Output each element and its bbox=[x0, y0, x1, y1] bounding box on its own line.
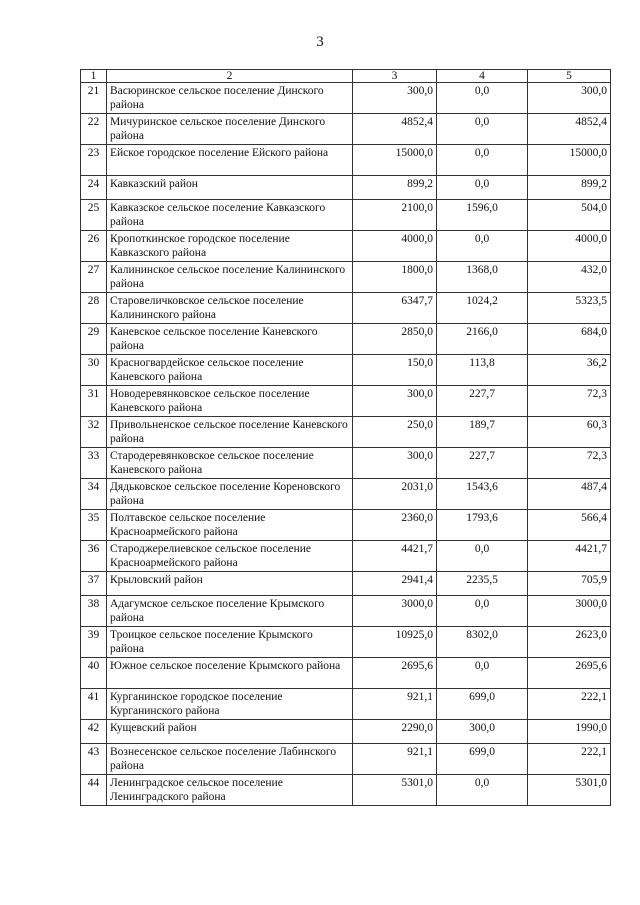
amount-col4-cell: 1024,2 bbox=[437, 293, 528, 324]
column-header-1: 1 bbox=[81, 70, 107, 83]
table-row bbox=[81, 658, 611, 689]
row-number-cell: 40 bbox=[81, 658, 107, 689]
amount-col5-cell: 2695,6 bbox=[528, 658, 611, 689]
amount-col4-cell: 2166,0 bbox=[437, 324, 528, 355]
amount-col3-cell: 1800,0 bbox=[353, 262, 437, 293]
table-row bbox=[81, 114, 611, 145]
row-number-cell: 24 bbox=[81, 176, 107, 200]
amount-col4-cell: 8302,0 bbox=[437, 627, 528, 658]
amount-col4-cell: 1793,6 bbox=[437, 510, 528, 541]
municipality-name-cell: Кавказский район bbox=[107, 176, 353, 200]
municipality-name-cell: Кавказское сельское поселение Кавказского района bbox=[107, 200, 353, 231]
table-row bbox=[81, 83, 611, 114]
table-row bbox=[81, 386, 611, 417]
municipality-name-cell: Кропоткинское городское поселение Кавказского района bbox=[107, 231, 353, 262]
amount-col3-cell: 2941,4 bbox=[353, 572, 437, 596]
amount-col5-cell: 432,0 bbox=[528, 262, 611, 293]
amount-col3-cell: 2695,6 bbox=[353, 658, 437, 689]
row-number-cell: 44 bbox=[81, 775, 107, 806]
amount-col4-cell: 113,8 bbox=[437, 355, 528, 386]
amount-col3-cell: 250,0 bbox=[353, 417, 437, 448]
amount-col5-cell: 487,4 bbox=[528, 479, 611, 510]
table-row bbox=[81, 541, 611, 572]
table-row bbox=[81, 200, 611, 231]
amount-col5-cell: 566,4 bbox=[528, 510, 611, 541]
row-number-cell: 39 bbox=[81, 627, 107, 658]
amount-col3-cell: 4000,0 bbox=[353, 231, 437, 262]
amount-col5-cell: 684,0 bbox=[528, 324, 611, 355]
table-row bbox=[81, 448, 611, 479]
column-header-4: 4 bbox=[437, 70, 528, 83]
page-number: 3 bbox=[316, 34, 324, 50]
amount-col3-cell: 15000,0 bbox=[353, 145, 437, 176]
row-number-cell: 36 bbox=[81, 541, 107, 572]
amount-col4-cell: 699,0 bbox=[437, 689, 528, 720]
row-number-cell: 42 bbox=[81, 720, 107, 744]
amount-col3-cell: 4421,7 bbox=[353, 541, 437, 572]
amount-col3-cell: 2100,0 bbox=[353, 200, 437, 231]
column-header-3: 3 bbox=[353, 70, 437, 83]
amount-col5-cell: 60,3 bbox=[528, 417, 611, 448]
table-row bbox=[81, 510, 611, 541]
amount-col5-cell: 4421,7 bbox=[528, 541, 611, 572]
amount-col3-cell: 921,1 bbox=[353, 689, 437, 720]
table-row bbox=[81, 417, 611, 448]
municipality-name-cell: Курганинское городское поселение Курганинского района bbox=[107, 689, 353, 720]
municipality-name-cell: Южное сельское поселение Крымского района bbox=[107, 658, 353, 689]
amount-col4-cell: 0,0 bbox=[437, 775, 528, 806]
table-row bbox=[81, 744, 611, 775]
amount-col4-cell: 227,7 bbox=[437, 386, 528, 417]
municipality-name-cell: Красногвардейское сельское поселение Каневского района bbox=[107, 355, 353, 386]
municipality-name-cell: Каневское сельское поселение Каневского района bbox=[107, 324, 353, 355]
amount-col3-cell: 899,2 bbox=[353, 176, 437, 200]
row-number-cell: 32 bbox=[81, 417, 107, 448]
municipality-name-cell: Васюринское сельское поселение Динского района bbox=[107, 83, 353, 114]
municipality-name-cell: Троицкое сельское поселение Крымского района bbox=[107, 627, 353, 658]
amount-col5-cell: 36,2 bbox=[528, 355, 611, 386]
amount-col3-cell: 150,0 bbox=[353, 355, 437, 386]
table-row bbox=[81, 775, 611, 806]
municipality-name-cell: Ейское городское поселение Ейского района bbox=[107, 145, 353, 176]
amount-col3-cell: 4852,4 bbox=[353, 114, 437, 145]
table-row bbox=[81, 572, 611, 596]
amount-col4-cell: 1596,0 bbox=[437, 200, 528, 231]
row-number-cell: 33 bbox=[81, 448, 107, 479]
column-header-5: 5 bbox=[528, 70, 611, 83]
amount-col3-cell: 3000,0 bbox=[353, 596, 437, 627]
amount-col3-cell: 300,0 bbox=[353, 448, 437, 479]
amount-col3-cell: 300,0 bbox=[353, 83, 437, 114]
table-row bbox=[81, 689, 611, 720]
table-row bbox=[81, 262, 611, 293]
row-number-cell: 34 bbox=[81, 479, 107, 510]
amount-col5-cell: 2623,0 bbox=[528, 627, 611, 658]
amount-col4-cell: 0,0 bbox=[437, 231, 528, 262]
amount-col4-cell: 0,0 bbox=[437, 658, 528, 689]
table-row bbox=[81, 627, 611, 658]
table-row bbox=[81, 355, 611, 386]
amount-col3-cell: 921,1 bbox=[353, 744, 437, 775]
amount-col5-cell: 3000,0 bbox=[528, 596, 611, 627]
amount-col3-cell: 300,0 bbox=[353, 386, 437, 417]
municipality-name-cell: Дядьковское сельское поселение Кореновского района bbox=[107, 479, 353, 510]
municipality-name-cell: Стародеревянковское сельское поселение Каневского района bbox=[107, 448, 353, 479]
amount-col4-cell: 0,0 bbox=[437, 596, 528, 627]
municipality-name-cell: Ленинградское сельское поселение Ленинградского района bbox=[107, 775, 353, 806]
amount-col4-cell: 227,7 bbox=[437, 448, 528, 479]
amount-col3-cell: 2850,0 bbox=[353, 324, 437, 355]
amount-col4-cell: 2235,5 bbox=[437, 572, 528, 596]
municipality-name-cell: Полтавское сельское поселение Красноармейского района bbox=[107, 510, 353, 541]
amount-col3-cell: 5301,0 bbox=[353, 775, 437, 806]
amount-col5-cell: 5301,0 bbox=[528, 775, 611, 806]
amount-col3-cell: 2031,0 bbox=[353, 479, 437, 510]
amount-col5-cell: 5323,5 bbox=[528, 293, 611, 324]
table-row bbox=[81, 145, 611, 176]
column-header-2: 2 bbox=[107, 70, 353, 83]
municipality-name-cell: Новодеревянковское сельское поселение Каневского района bbox=[107, 386, 353, 417]
amount-col5-cell: 300,0 bbox=[528, 83, 611, 114]
amount-col3-cell: 2290,0 bbox=[353, 720, 437, 744]
municipality-name-cell: Калининское сельское поселение Калининского района bbox=[107, 262, 353, 293]
amount-col4-cell: 189,7 bbox=[437, 417, 528, 448]
amount-col5-cell: 222,1 bbox=[528, 689, 611, 720]
municipality-name-cell: Старовеличковское сельское поселение Калининского района bbox=[107, 293, 353, 324]
allocation-table bbox=[80, 69, 611, 806]
row-number-cell: 38 bbox=[81, 596, 107, 627]
row-number-cell: 31 bbox=[81, 386, 107, 417]
row-number-cell: 28 bbox=[81, 293, 107, 324]
row-number-cell: 35 bbox=[81, 510, 107, 541]
amount-col4-cell: 0,0 bbox=[437, 176, 528, 200]
municipality-name-cell: Вознесенское сельское поселение Лабинского района bbox=[107, 744, 353, 775]
row-number-cell: 21 bbox=[81, 83, 107, 114]
row-number-cell: 25 bbox=[81, 200, 107, 231]
amount-col5-cell: 899,2 bbox=[528, 176, 611, 200]
column-number-row bbox=[81, 70, 611, 83]
amount-col4-cell: 0,0 bbox=[437, 83, 528, 114]
row-number-cell: 43 bbox=[81, 744, 107, 775]
amount-col3-cell: 10925,0 bbox=[353, 627, 437, 658]
amount-col4-cell: 1543,6 bbox=[437, 479, 528, 510]
amount-col3-cell: 2360,0 bbox=[353, 510, 437, 541]
table-row bbox=[81, 479, 611, 510]
amount-col4-cell: 300,0 bbox=[437, 720, 528, 744]
amount-col5-cell: 15000,0 bbox=[528, 145, 611, 176]
amount-col5-cell: 222,1 bbox=[528, 744, 611, 775]
row-number-cell: 23 bbox=[81, 145, 107, 176]
municipality-name-cell: Староджерелиевское сельское поселение Красноармейского района bbox=[107, 541, 353, 572]
amount-col4-cell: 699,0 bbox=[437, 744, 528, 775]
row-number-cell: 30 bbox=[81, 355, 107, 386]
amount-col4-cell: 1368,0 bbox=[437, 262, 528, 293]
municipality-name-cell: Мичуринское сельское поселение Динского района bbox=[107, 114, 353, 145]
municipality-name-cell: Кущевский район bbox=[107, 720, 353, 744]
table-row bbox=[81, 293, 611, 324]
amount-col5-cell: 1990,0 bbox=[528, 720, 611, 744]
amount-col4-cell: 0,0 bbox=[437, 541, 528, 572]
table-row bbox=[81, 231, 611, 262]
municipality-name-cell: Адагумское сельское поселение Крымского района bbox=[107, 596, 353, 627]
municipality-name-cell: Привольненское сельское поселение Каневского района bbox=[107, 417, 353, 448]
amount-col5-cell: 705,9 bbox=[528, 572, 611, 596]
row-number-cell: 29 bbox=[81, 324, 107, 355]
amount-col4-cell: 0,0 bbox=[437, 145, 528, 176]
amount-col4-cell: 0,0 bbox=[437, 114, 528, 145]
municipality-name-cell: Крыловский район bbox=[107, 572, 353, 596]
amount-col5-cell: 504,0 bbox=[528, 200, 611, 231]
amount-col5-cell: 72,3 bbox=[528, 448, 611, 479]
table-row bbox=[81, 596, 611, 627]
amount-col3-cell: 6347,7 bbox=[353, 293, 437, 324]
table-row bbox=[81, 324, 611, 355]
row-number-cell: 37 bbox=[81, 572, 107, 596]
row-number-cell: 41 bbox=[81, 689, 107, 720]
table-row bbox=[81, 720, 611, 744]
amount-col5-cell: 4000,0 bbox=[528, 231, 611, 262]
amount-col5-cell: 4852,4 bbox=[528, 114, 611, 145]
row-number-cell: 27 bbox=[81, 262, 107, 293]
row-number-cell: 22 bbox=[81, 114, 107, 145]
table-row bbox=[81, 176, 611, 200]
amount-col5-cell: 72,3 bbox=[528, 386, 611, 417]
row-number-cell: 26 bbox=[81, 231, 107, 262]
